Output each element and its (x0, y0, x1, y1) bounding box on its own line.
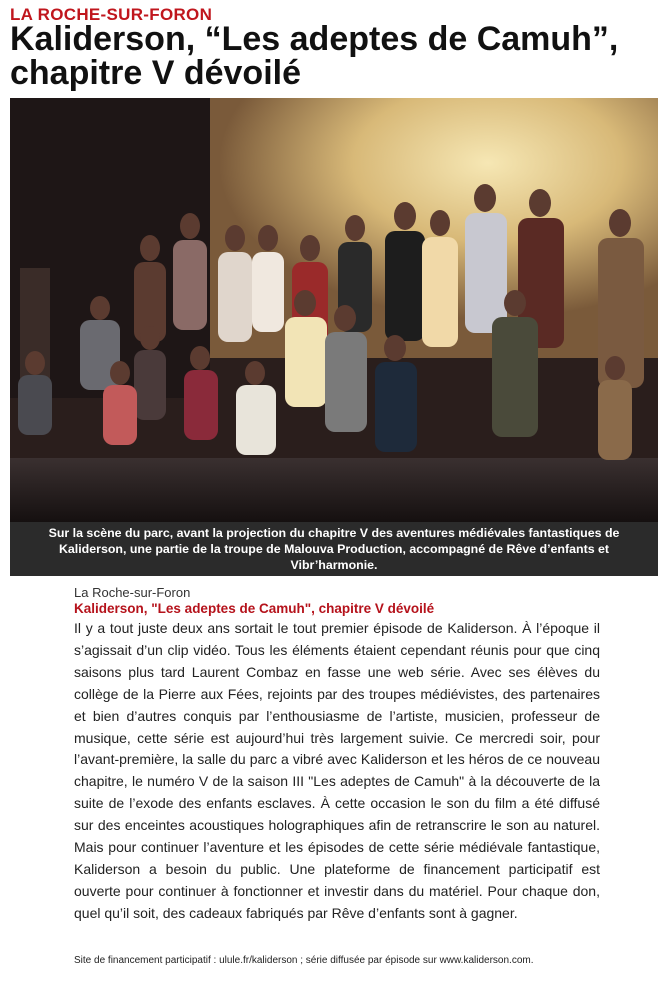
photo-caption: Sur la scène du parc, avant la projection du chapitre V des aventures médiévales fantastiques de Kaliderson, une partie de la troupe de Malouva Production, accompagné de Rêve d’enfants et Vibr’harmonie. (10, 522, 658, 576)
article-footer: Site de financement participatif : ulule.fr/kaliderson ; série diffusée par épisode sur www.kaliderson.com. (74, 955, 534, 966)
section-kicker: LA ROCHE-SUR-FORON (10, 5, 213, 24)
page-headline: Kaliderson, “Les adeptes de Camuh”, chapitre V dévoilé (10, 20, 619, 92)
article-location: La Roche-sur-Foron (74, 585, 191, 600)
group-photo-illustration (10, 98, 658, 522)
article-body: Il y a tout juste deux ans sortait le tout premier épisode de Kaliderson. À l’époque il s’agissait d’un clip vidéo. Tous les éléments étaient cependant réunis pour que cinq saisons plus tard Laurent Combaz en fasse une web série. Avec ses élèves du collège de la Pierre aux Fées, rejoints par des troupes médiévistes, des partenaires et bien d’autres conquis par l’enthousiasme de l’artiste, musicien, professeur de musique, cette série est aujourd’hui très largement suivie. Ce mercredi soir, pour l’avant-première, la salle du parc a vibré avec Kaliderson et les héros de ce nouveau chapitre, le numéro V de la saison III "Les adeptes de Camuh" à la découverte de la suite de l’exode des enfants esclaves. À cette occasion le son du film a été diffusé sur des enceintes acoustiques holographiques afin de retranscrire le son au naturel. Mais pour continuer l’aventure et les épisodes de cette série médiévale fantastique, Kaliderson a besoin du public. Une plateforme de financement participatif est ouverte pour continuer à fonctionner et investir dans du matériel. Pour chaque don, quel qu’il soit, des cadeaux fabriqués par Rêve d’enfants sont à gagner. (74, 620, 600, 921)
article-title: Kaliderson, "Les adeptes de Camuh", chapitre V dévoilé (74, 601, 435, 616)
group-photo (10, 98, 658, 522)
